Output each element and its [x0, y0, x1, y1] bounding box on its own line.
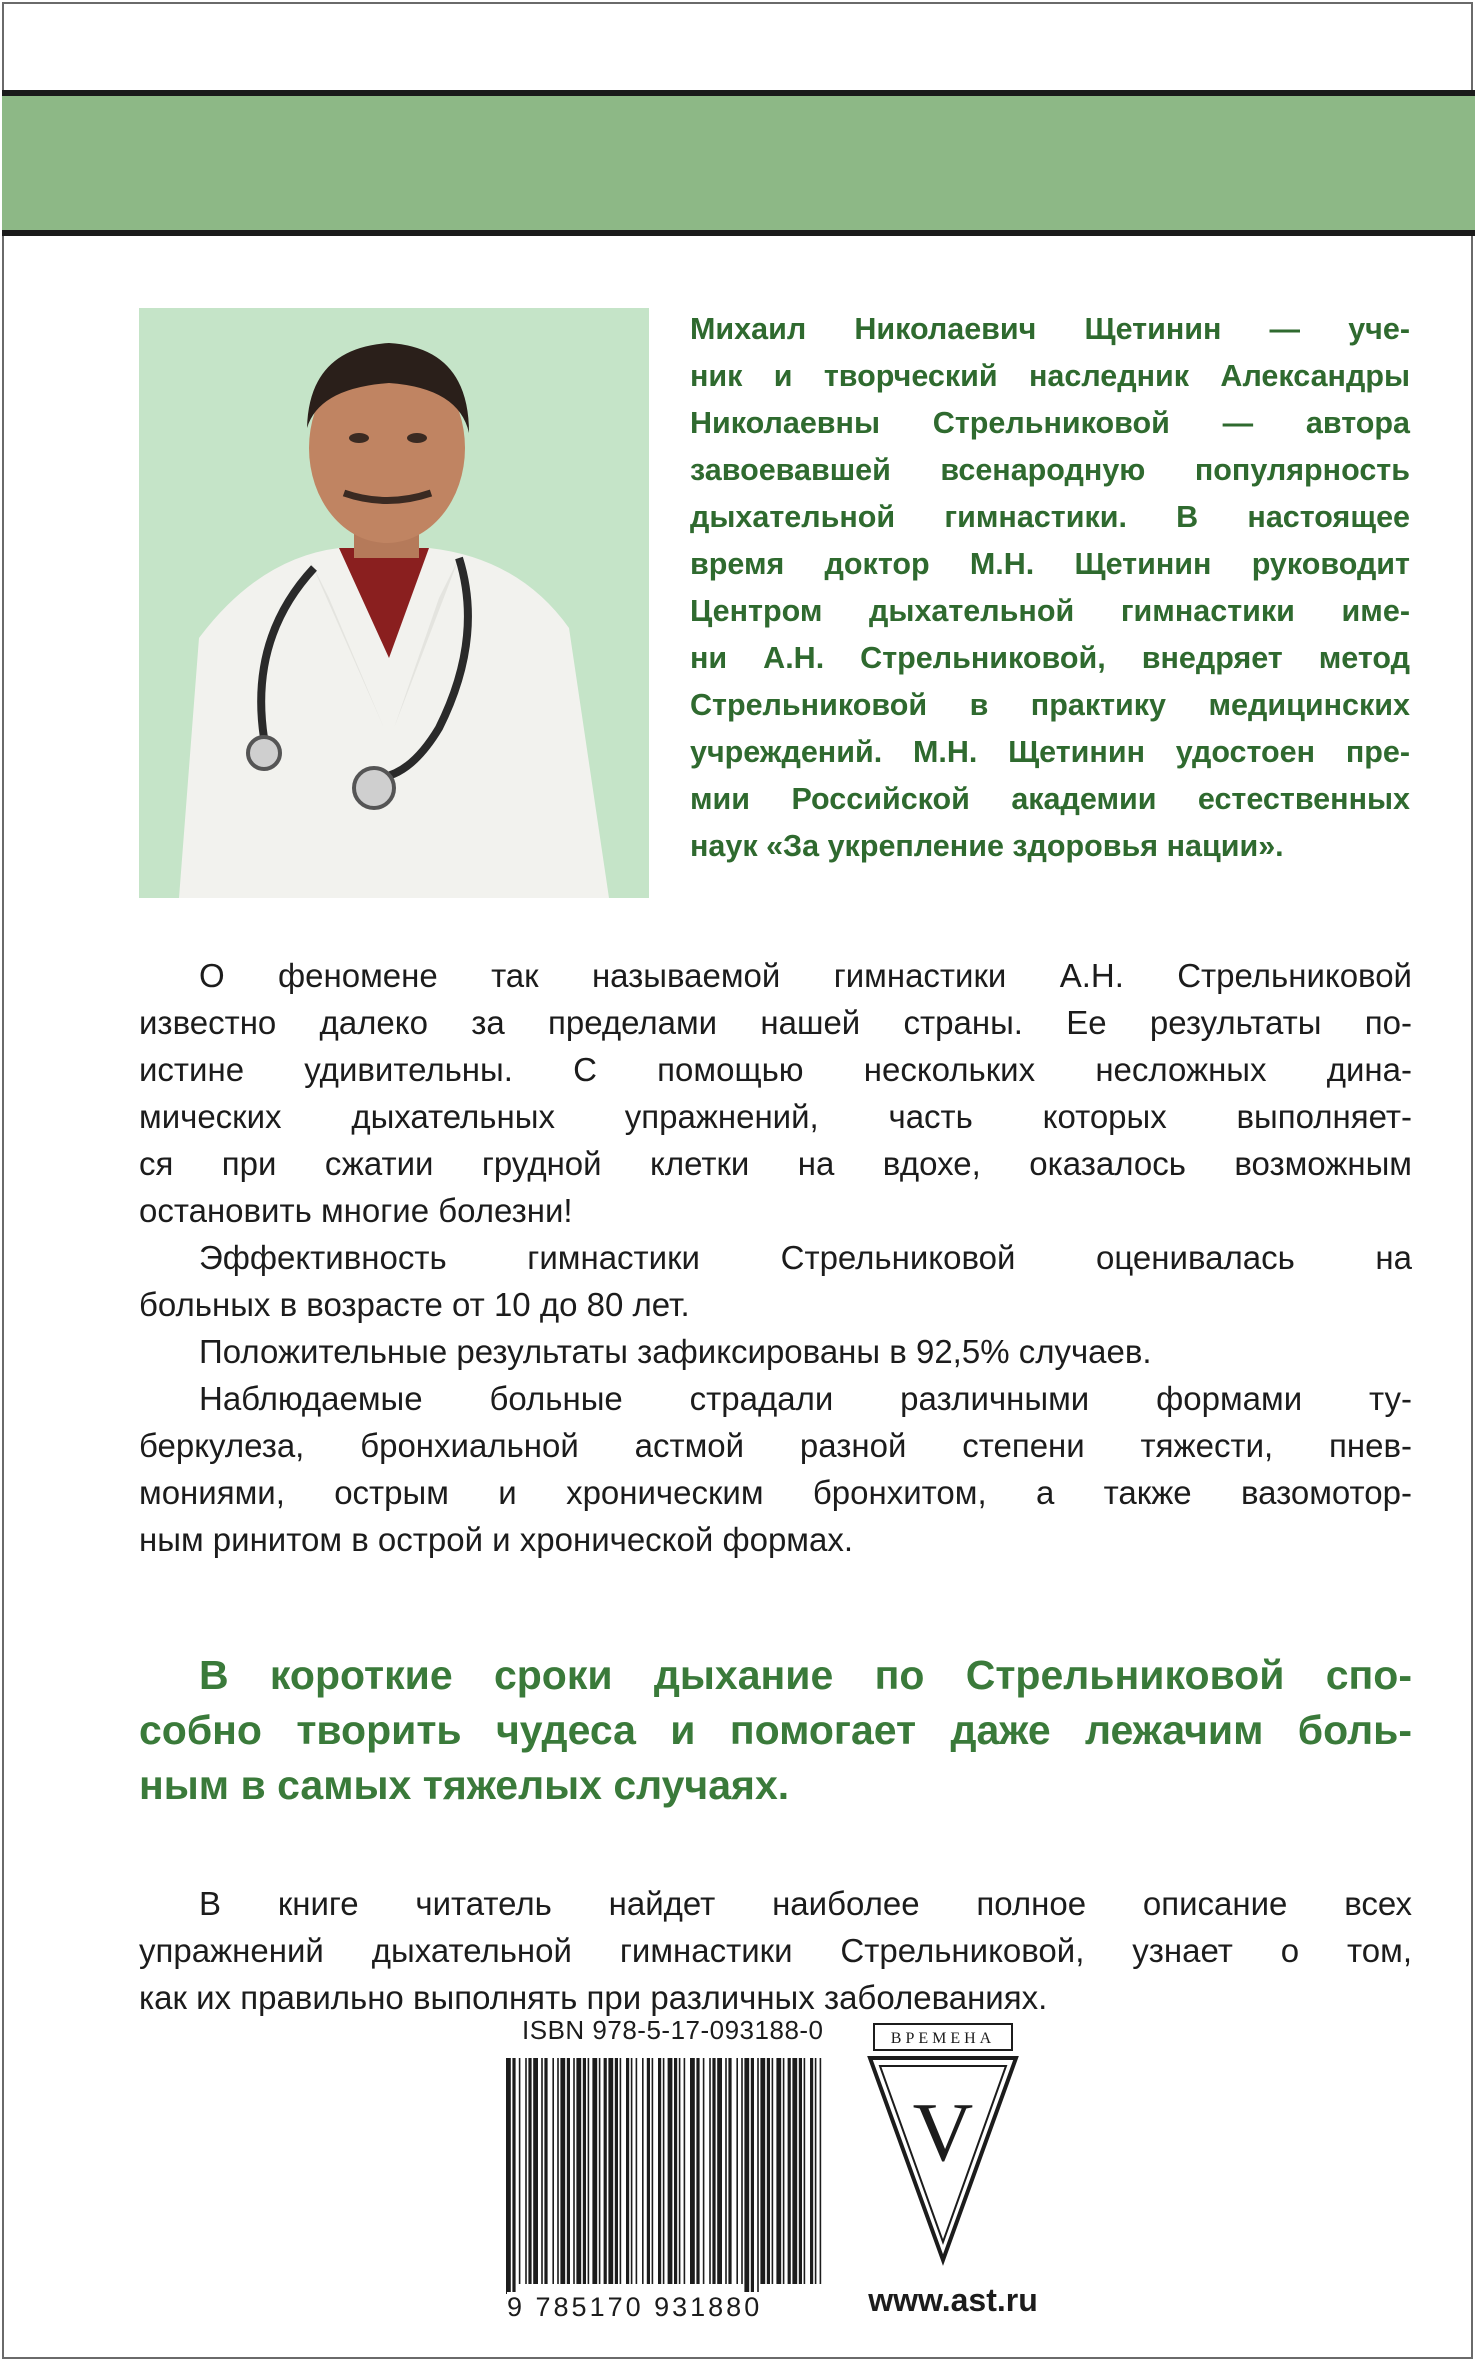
text-line: беркулеза, бронхиальной астмой разной степени тяжести, пнев-	[139, 1427, 1412, 1464]
barcode-bar	[573, 2058, 575, 2284]
barcode-bar	[717, 2058, 722, 2284]
barcode-bar	[663, 2058, 665, 2284]
bio-line: завоевавшей всенародную популярность	[690, 453, 1410, 487]
barcode-bar	[552, 2058, 554, 2284]
isbn-label: ISBN 978-5-17-093188-0	[522, 2015, 824, 2045]
barcode-bar	[626, 2058, 629, 2284]
barcode-bar	[684, 2058, 686, 2284]
highlight-line: собно творить чудеса и помогает даже лежачим боль-	[139, 1707, 1412, 1753]
header-band	[2, 90, 1475, 236]
barcode-bar	[728, 2058, 731, 2284]
barcode-bar	[712, 2058, 715, 2284]
barcode-bar	[652, 2058, 654, 2284]
barcode-bar	[588, 2058, 590, 2284]
barcode-bar	[576, 2058, 581, 2284]
barcode-bar	[696, 2058, 699, 2284]
bio-line: наук «За укрепление здоровья нации».	[690, 829, 1284, 863]
text-line: Наблюдаемые больные страдали различными формами ту-	[199, 1380, 1412, 1417]
barcode-bar	[703, 2058, 705, 2284]
barcode-bar	[519, 2058, 521, 2284]
barcode-bar	[506, 2058, 511, 2294]
closing-line: упражнений дыхательной гимнастики Стрельниковой, узнает о том,	[139, 1932, 1412, 1969]
author-bio	[690, 306, 1410, 870]
closing-line: как их правильно выполнять при различных заболеваниях.	[139, 1979, 1048, 2016]
svg-text:ВРЕМЕНА: ВРЕМЕНА	[890, 2030, 996, 2047]
barcode-bar	[751, 2058, 754, 2294]
text-line: остановить многие болезни!	[139, 1192, 573, 1229]
barcode-bar	[615, 2058, 618, 2284]
barcode-bar	[757, 2058, 759, 2294]
author-photo	[139, 308, 649, 898]
barcode-bar	[636, 2058, 638, 2284]
barcode-bar	[709, 2058, 711, 2284]
barcode-bar	[679, 2058, 681, 2284]
text-line: мониями, острым и хроническим бронхитом, а также вазомотор-	[139, 1474, 1412, 1511]
bio-line: Стрельниковой в практику медицинских	[690, 688, 1410, 722]
barcode-bar	[647, 2058, 650, 2284]
barcode-bar	[525, 2058, 527, 2284]
closing-text	[139, 1880, 1412, 2021]
barcode-bar	[557, 2058, 559, 2284]
barcode-digits: 9 785170 931880	[507, 2292, 827, 2323]
barcode-bar	[799, 2058, 802, 2284]
barcode-bar	[560, 2058, 565, 2284]
highlight-line: В короткие сроки дыхание по Стрельниковой спо-	[199, 1652, 1412, 1698]
barcode-bar	[810, 2058, 813, 2284]
barcode-bar	[736, 2058, 738, 2284]
barcode-bar	[583, 2058, 586, 2284]
barcode-bar	[599, 2058, 601, 2284]
barcode-bar	[783, 2058, 785, 2284]
barcode-bar	[772, 2058, 774, 2284]
barcode-bar	[725, 2058, 727, 2284]
author-portrait-illustration	[139, 308, 649, 898]
barcode-bar	[544, 2058, 547, 2284]
bio-line: мии Российской академии естественных	[690, 782, 1410, 816]
barcode-bar	[792, 2058, 797, 2284]
barcode-bar	[592, 2058, 597, 2284]
barcode-bar	[767, 2058, 770, 2284]
barcode-bar	[608, 2058, 613, 2284]
bio-line: время доктор М.Н. Щетинин руководит	[690, 547, 1410, 581]
barcode-bar	[642, 2058, 644, 2284]
barcode-bar	[674, 2058, 677, 2284]
text-line: истине удивительны. С помощью нескольких несложных дина-	[139, 1051, 1412, 1088]
barcode-icon	[500, 2058, 830, 2294]
barcode-bar	[788, 2058, 791, 2284]
barcode-bar	[533, 2058, 538, 2284]
barcode-bar	[820, 2058, 822, 2284]
barcode-bar	[528, 2058, 531, 2284]
closing-line: В книге читатель найдет наиболее полное описание всех	[199, 1885, 1412, 1922]
barcode-bar	[744, 2058, 749, 2294]
bio-line: учреждений. М.Н. Щетинин удостоен пре-	[690, 735, 1410, 769]
barcode-bar	[604, 2058, 607, 2284]
text-line: известно далеко за пределами нашей страны. Ее результаты по-	[139, 1004, 1412, 1041]
barcode-bar	[620, 2058, 622, 2284]
bio-line: дыхательной гимнастики. В настоящее	[690, 500, 1410, 534]
barcode-bar	[658, 2058, 661, 2284]
text-line: мических дыхательных упражнений, часть которых выполняет-	[139, 1098, 1412, 1135]
highlight-quote	[139, 1648, 1412, 1813]
bio-line: Михаил Николаевич Щетинин — уче-	[690, 312, 1410, 346]
bio-line: ник и творческий наследник Александры	[690, 359, 1410, 393]
bio-line: ни А.Н. Стрельниковой, внедряет метод	[690, 641, 1410, 675]
barcode-bar	[541, 2058, 543, 2284]
barcode-bar	[512, 2058, 515, 2294]
barcode-bar	[760, 2058, 765, 2284]
publisher-website: www.ast.ru	[868, 2282, 1038, 2318]
barcode-bar	[690, 2058, 695, 2284]
barcode-bar	[668, 2058, 673, 2284]
text-line: О феномене так называемой гимнастики А.Н. Стрельниковой	[199, 957, 1412, 994]
publisher-logo	[866, 2020, 1020, 2268]
text-line: Положительные результаты зафиксированы в 92,5% случаев.	[199, 1333, 1152, 1370]
text-line: больных в возрасте от 10 до 80 лет.	[139, 1286, 690, 1323]
barcode-bar	[776, 2058, 781, 2284]
text-line: ся при сжатии грудной клетки на вдохе, оказалось возможным	[139, 1145, 1412, 1182]
vremena-logo-icon	[866, 2020, 1020, 2268]
barcode-bar	[804, 2058, 806, 2284]
text-line: Эффективность гимнастики Стрельниковой оценивалась на	[199, 1239, 1412, 1276]
barcode-bar	[815, 2058, 817, 2284]
svg-text:V: V	[912, 2086, 974, 2179]
text-line: ным ринитом в острой и хронической формах.	[139, 1521, 854, 1558]
bio-line: Николаевны Стрельниковой — автора	[690, 406, 1410, 440]
barcode-bar	[631, 2058, 633, 2284]
description-text	[139, 952, 1412, 1563]
barcode-bar	[741, 2058, 743, 2284]
highlight-line: ным в самых тяжелых случаях.	[139, 1762, 790, 1808]
barcode-bar	[567, 2058, 570, 2284]
bio-line: Центром дыхательной гимнастики име-	[690, 594, 1410, 628]
